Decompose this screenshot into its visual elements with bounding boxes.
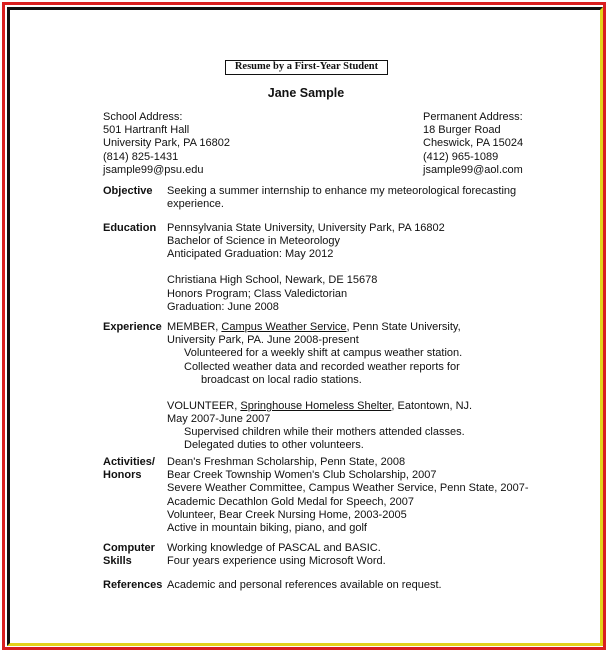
education-school: Pennsylvania State University, University Park, PA 16802 — [167, 222, 445, 234]
job-duty: Supervised children while their mothers attended classes. — [184, 426, 465, 439]
education-text — [167, 222, 445, 314]
school-address-phone: (814) 825-1431 — [103, 150, 179, 163]
candidate-name: Jane Sample — [267, 86, 345, 100]
job-duty: broadcast on local radio stations. — [201, 373, 362, 386]
job-role: MEMBER, — [167, 321, 222, 333]
skills-label-line: Computer — [103, 542, 155, 554]
skills-label-line: Skills — [103, 555, 132, 568]
activities-label-line: Activities/ — [103, 456, 155, 468]
references-label: References — [103, 579, 163, 591]
objective-text — [167, 185, 516, 211]
school-address-block — [103, 111, 230, 177]
job-duty: Delegated duties to other volunteers. — [184, 439, 364, 452]
skill-item: Four years experience using Microsoft Word. — [167, 555, 386, 568]
activity-item: Dean's Freshman Scholarship, Penn State, 2008 — [167, 456, 406, 468]
skill-item: Working knowledge of PASCAL and BASIC. — [167, 542, 381, 554]
document-title: Resume by a First-Year Student — [225, 60, 388, 75]
job-location: , Penn State University, — [346, 321, 461, 333]
education-graduation: Anticipated Graduation: May 2012 — [167, 248, 334, 261]
school-address-email: jsample99@psu.edu — [103, 163, 204, 176]
experience-job-title — [167, 400, 472, 413]
activity-item: Academic Decathlon Gold Medal for Speech, 2007 — [167, 495, 415, 508]
activity-item: Active in mountain biking, piano, and golf — [167, 522, 367, 535]
activities-list — [167, 456, 529, 535]
permanent-address-city: Cheswick, PA 15024 — [423, 137, 524, 150]
references-text: Academic and personal references available on request. — [167, 579, 442, 591]
experience-label: Experience — [103, 321, 162, 333]
school-address-label: School Address: — [103, 111, 183, 123]
activities-label-line: Honors — [103, 469, 142, 482]
education-school: Christiana High School, Newark, DE 15678 — [167, 274, 378, 287]
permanent-address-block — [423, 111, 523, 177]
school-address-street: 501 Hartranft Hall — [103, 124, 190, 137]
school-address-city: University Park, PA 16802 — [103, 137, 230, 150]
activity-item: Bear Creek Township Women's Club Scholarship, 2007 — [167, 469, 437, 482]
job-duty: Collected weather data and recorded weather reports for — [184, 360, 460, 373]
job-dates: University Park, PA. June 2008-present — [167, 334, 359, 347]
computer-skills-text — [167, 542, 386, 568]
experience-job-title — [167, 321, 472, 334]
permanent-address-phone: (412) 965-1089 — [423, 150, 499, 163]
permanent-address-street: 18 Burger Road — [423, 124, 501, 137]
permanent-address-label: Permanent Address: — [423, 111, 523, 123]
job-organization: Campus Weather Service — [221, 321, 347, 333]
objective-label: Objective — [103, 185, 153, 197]
job-location: , Eatontown, NJ. — [391, 399, 473, 412]
permanent-address-email: jsample99@aol.com — [423, 163, 523, 176]
computer-skills-label — [103, 542, 155, 568]
activity-item: Volunteer, Bear Creek Nursing Home, 2003-2005 — [167, 508, 407, 521]
job-organization: Springhouse Homeless Shelter — [240, 399, 392, 412]
education-honors: Honors Program; Class Valedictorian — [167, 287, 348, 300]
job-dates: May 2007-June 2007 — [167, 413, 271, 426]
education-graduation: Graduation: June 2008 — [167, 300, 279, 313]
job-duty: Volunteered for a weekly shift at campus weather station. — [184, 347, 463, 360]
objective-line: Seeking a summer internship to enhance my meteorological forecasting — [167, 185, 517, 197]
objective-line: experience. — [167, 198, 224, 211]
experience-text — [167, 321, 472, 453]
education-degree: Bachelor of Science in Meteorology — [167, 235, 341, 248]
activities-label — [103, 456, 155, 482]
activity-item: Severe Weather Committee, Campus Weather Service, Penn State, 2007- — [167, 482, 529, 495]
education-label: Education — [103, 222, 157, 234]
job-role: VOLUNTEER, — [167, 399, 241, 412]
